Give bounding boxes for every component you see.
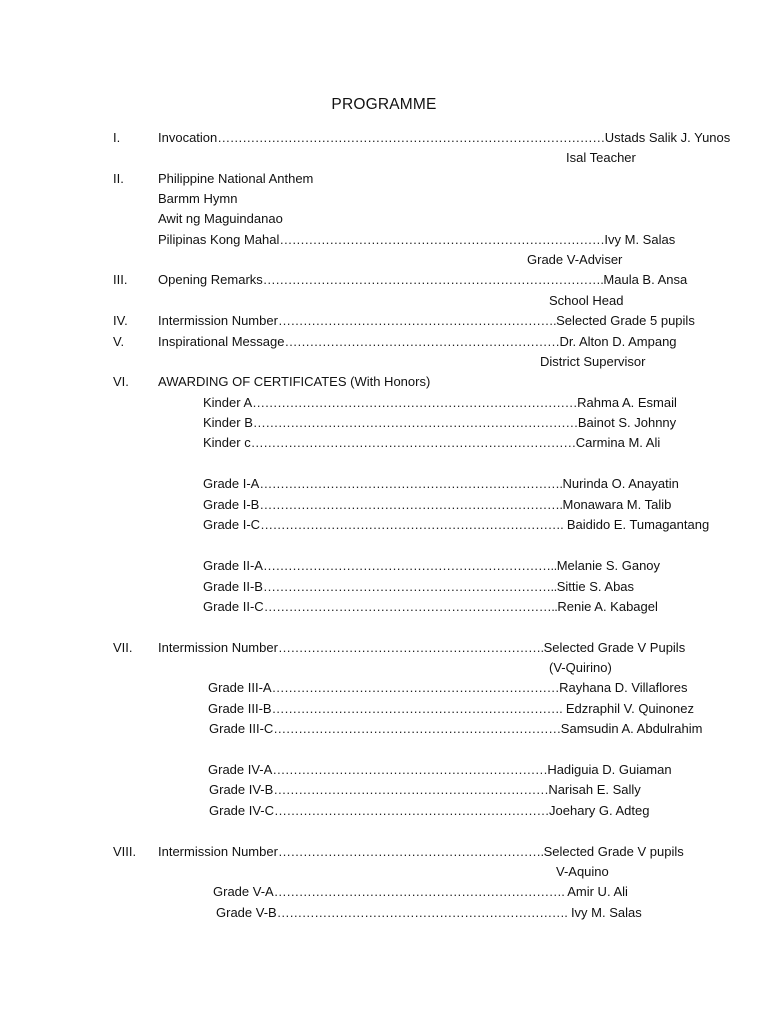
dot-leader: ………………………………………………………………. bbox=[259, 476, 563, 491]
dot-leader: ……………………………………………………………. bbox=[273, 884, 565, 899]
dot-leader: ………………………………………………………………. bbox=[259, 497, 563, 512]
awardee-name: Ivy M. Salas bbox=[567, 905, 642, 920]
dot-leader: ………………………………………………………. bbox=[277, 640, 544, 655]
program-line bbox=[158, 332, 677, 352]
grade-label: Grade I-C bbox=[203, 517, 261, 532]
grade-label: Kinder A bbox=[203, 395, 253, 410]
person-name: Selected Grade V pupils bbox=[543, 844, 684, 859]
item-label: Inspirational Message bbox=[158, 334, 285, 349]
section-numeral: VI. bbox=[113, 374, 129, 389]
award-line bbox=[216, 903, 642, 923]
dot-leader: …………………………………………………………………… bbox=[252, 395, 578, 410]
person-title: Grade V-Adviser bbox=[527, 252, 623, 267]
person-name: Ustads Salik J. Yunos bbox=[604, 130, 731, 145]
award-line bbox=[203, 597, 658, 617]
dot-leader: ………………………………………………………………………. bbox=[262, 272, 604, 287]
section-numeral: IV. bbox=[113, 313, 128, 328]
program-item: Awit ng Maguindanao bbox=[158, 211, 283, 226]
section-numeral: I. bbox=[113, 130, 121, 145]
program-item: Barmm Hymn bbox=[158, 191, 238, 206]
award-line bbox=[203, 515, 709, 535]
dot-leader: ………………………………………………………………………………… bbox=[217, 130, 605, 145]
dot-leader: …………………………………………………………………… bbox=[252, 415, 578, 430]
grade-label: Grade III-C bbox=[209, 721, 274, 736]
page-title: PROGRAMME bbox=[331, 96, 437, 113]
person-title: School Head bbox=[549, 293, 624, 308]
program-line bbox=[158, 270, 687, 290]
award-line bbox=[203, 393, 677, 413]
dot-leader: …………………………………………………………….. bbox=[263, 599, 558, 614]
awardee-name: Sittie S. Abas bbox=[556, 579, 635, 594]
awardee-name: Melanie S. Ganoy bbox=[556, 558, 661, 573]
person-name: Dr. Alton D. Ampang bbox=[559, 334, 677, 349]
award-line bbox=[213, 882, 628, 902]
grade-label: Grade IV-A bbox=[208, 762, 273, 777]
grade-label: Kinder c bbox=[203, 435, 251, 450]
dot-leader: …………………………………………………………. bbox=[277, 313, 557, 328]
person-title: (V-Quirino) bbox=[549, 660, 612, 675]
dot-leader: ………………………………………………………………. bbox=[260, 517, 564, 532]
award-line bbox=[203, 495, 671, 515]
dot-leader: …………………………………………………………………… bbox=[279, 232, 605, 247]
grade-label: Grade II-A bbox=[203, 558, 263, 573]
program-line bbox=[158, 638, 685, 658]
section-numeral: II. bbox=[113, 171, 124, 186]
awardee-name: Carmina M. Ali bbox=[575, 435, 661, 450]
awardee-name: Samsudin A. Abdulrahim bbox=[560, 721, 703, 736]
awardee-name: Monawara M. Talib bbox=[562, 497, 672, 512]
section-numeral: III. bbox=[113, 272, 128, 287]
person-name: Selected Grade V Pupils bbox=[543, 640, 686, 655]
program-line bbox=[158, 128, 730, 148]
person-title: Isal Teacher bbox=[566, 150, 636, 165]
person-name: Selected Grade 5 pupils bbox=[556, 313, 695, 328]
item-label: Invocation bbox=[158, 130, 218, 145]
award-line bbox=[209, 719, 702, 739]
dot-leader: …………………………………………………………….. bbox=[262, 558, 557, 573]
award-line bbox=[208, 760, 672, 780]
section-numeral: V. bbox=[113, 334, 125, 349]
awardee-name: Narisah E. Sally bbox=[548, 782, 641, 797]
program-line bbox=[158, 230, 675, 250]
grade-label: Grade III-B bbox=[208, 701, 272, 716]
dot-leader: …………………………………………………………… bbox=[273, 721, 561, 736]
award-line bbox=[203, 577, 634, 597]
program-line bbox=[158, 842, 684, 862]
item-label: Opening Remarks bbox=[158, 272, 263, 287]
person-name: Ivy M. Salas bbox=[604, 232, 676, 247]
grade-label: Grade I-A bbox=[203, 476, 260, 491]
grade-label: Grade II-C bbox=[203, 599, 264, 614]
award-line bbox=[208, 678, 687, 698]
awardee-name: Nurinda O. Anayatin bbox=[562, 476, 679, 491]
program-item: AWARDING OF CERTIFICATES (With Honors) bbox=[158, 374, 431, 389]
section-numeral: VIII. bbox=[113, 844, 137, 859]
grade-label: Kinder B bbox=[203, 415, 253, 430]
dot-leader: ……………………………………………………………. bbox=[276, 905, 568, 920]
awardee-name: Baidido E. Tumagantang bbox=[563, 517, 710, 532]
dot-leader: …………………………………………………………….. bbox=[262, 579, 557, 594]
section-numeral: VII. bbox=[113, 640, 133, 655]
person-title: V-Aquino bbox=[556, 864, 609, 879]
awardee-name: Rayhana D. Villaflores bbox=[559, 680, 688, 695]
item-label: Pilipinas Kong Mahal bbox=[158, 232, 280, 247]
program-line bbox=[158, 311, 695, 331]
grade-label: Grade IV-B bbox=[209, 782, 274, 797]
grade-label: Grade III-A bbox=[208, 680, 272, 695]
award-line bbox=[203, 413, 676, 433]
person-title: District Supervisor bbox=[540, 354, 646, 369]
award-line bbox=[203, 556, 660, 576]
grade-label: Grade V-B bbox=[216, 905, 277, 920]
grade-label: Grade V-A bbox=[213, 884, 274, 899]
dot-leader: …………………………………………………………… bbox=[271, 680, 560, 695]
award-line bbox=[203, 433, 660, 453]
awardee-name: Joehary G. Adteg bbox=[549, 803, 650, 818]
dot-leader: ………………………………………………………… bbox=[272, 762, 548, 777]
awardee-name: Renie A. Kabagel bbox=[557, 599, 658, 614]
awardee-name: Hadiguia D. Guiaman bbox=[547, 762, 672, 777]
awardee-name: Amir U. Ali bbox=[564, 884, 628, 899]
awardee-name: Rahma A. Esmail bbox=[577, 395, 677, 410]
dot-leader: ………………………………………………………. bbox=[277, 844, 544, 859]
award-line bbox=[203, 474, 679, 494]
award-line bbox=[209, 780, 641, 800]
person-name: Maula B. Ansa bbox=[603, 272, 688, 287]
awardee-name: Edzraphil V. Quinonez bbox=[562, 701, 694, 716]
item-label: Intermission Number bbox=[158, 313, 278, 328]
grade-label: Grade I-B bbox=[203, 497, 260, 512]
dot-leader: ………………………………………………………… bbox=[274, 803, 550, 818]
item-label: Intermission Number bbox=[158, 640, 278, 655]
award-line bbox=[209, 801, 649, 821]
dot-leader: ………………………………………………………… bbox=[284, 334, 560, 349]
dot-leader: ………………………………………………………… bbox=[273, 782, 549, 797]
grade-label: Grade IV-C bbox=[209, 803, 275, 818]
grade-label: Grade II-B bbox=[203, 579, 263, 594]
award-line bbox=[208, 699, 694, 719]
awardee-name: Bainot S. Johnny bbox=[577, 415, 677, 430]
dot-leader: …………………………………………………………………… bbox=[250, 435, 576, 450]
program-item: Philippine National Anthem bbox=[158, 171, 314, 186]
item-label: Intermission Number bbox=[158, 844, 278, 859]
dot-leader: ……………………………………………………………. bbox=[271, 701, 563, 716]
